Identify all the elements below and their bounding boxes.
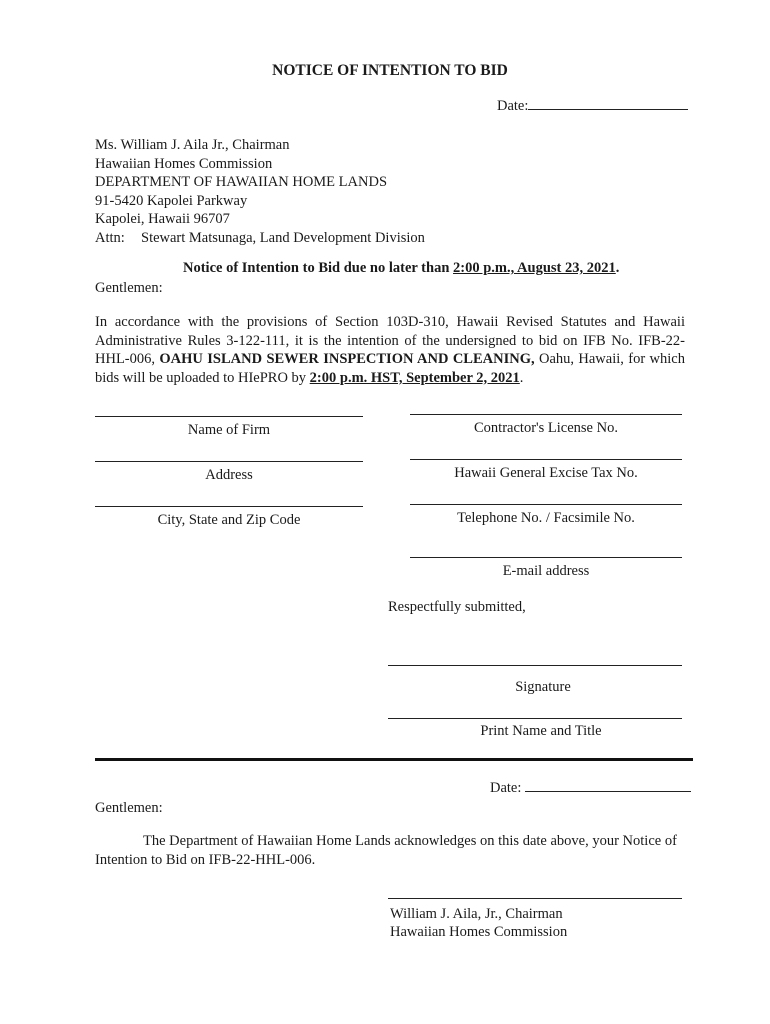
addressee-line: Hawaiian Homes Commission — [95, 155, 273, 172]
signer-title: Hawaiian Homes Commission — [390, 924, 568, 940]
addressee-line: DEPARTMENT OF HAWAIIAN HOME LANDS — [95, 174, 388, 190]
city-state-zip-label: City, State and Zip Code — [157, 512, 301, 528]
phone-fax-label: Telephone No. / Facsimile No. — [457, 510, 635, 526]
date-label: Date: — [497, 98, 529, 114]
address-label: Address — [205, 467, 253, 483]
date-blank[interactable] — [528, 108, 688, 110]
date-field-ack — [490, 780, 691, 797]
ack-paragraph: The Department of Hawaiian Home Lands acknowledges on this date above, your Notice of Intention to Bid on IFB-22-HHL-006. — [95, 833, 677, 868]
body-part3: . — [519, 369, 524, 386]
addressee-line: Kapolei, Hawaii 96707 — [95, 211, 230, 227]
addressee-block — [95, 136, 425, 247]
body-part2: Oahu, Hawaii, for which bids will be uploaded to HIePRO by — [95, 351, 685, 386]
signature-line[interactable] — [388, 665, 682, 666]
contractor-license-label: Contractor's License No. — [474, 420, 618, 436]
document-title: NOTICE OF INTENTION TO BID — [272, 62, 508, 79]
signer-name: William J. Aila, Jr., Chairman — [390, 906, 563, 922]
due-notice — [183, 260, 619, 277]
chairman-signature-line[interactable] — [388, 898, 682, 899]
address-line[interactable] — [95, 461, 363, 462]
excise-tax-line[interactable] — [410, 459, 682, 460]
due-notice-prefix: Notice of Intention to Bid due no later than — [183, 260, 454, 276]
signature-label: Signature — [515, 679, 571, 695]
ack-date-blank[interactable] — [525, 790, 691, 792]
due-notice-suffix: . — [615, 260, 620, 276]
name-of-firm-label: Name of Firm — [187, 422, 271, 438]
attn-label: Attn: — [95, 229, 125, 246]
body-part1: In accordance with the provisions of Section 103D-310, Hawaii Revised Statutes and Hawaii Administrative Rules 3-122-111, it is the intention of the undersigned to bid on IFB No. IFB-22-HHL-006, — [95, 314, 685, 367]
section-divider — [95, 758, 693, 761]
email-line[interactable] — [410, 557, 682, 558]
ack-date-label: Date: — [490, 780, 522, 796]
date-field-top — [497, 98, 688, 115]
name-of-firm-line[interactable] — [95, 416, 363, 417]
print-name-line[interactable] — [388, 718, 682, 719]
addressee-line: Ms. William J. Aila Jr., Chairman — [95, 137, 290, 153]
closing: Respectfully submitted, — [388, 599, 526, 615]
signer-block — [390, 905, 567, 941]
excise-tax-label: Hawaii General Excise Tax No. — [454, 465, 638, 481]
attn-value: Stewart Matsunaga, Land Development Division — [141, 229, 425, 246]
ack-salutation: Gentlemen: — [95, 800, 163, 816]
due-deadline: 2:00 p.m., August 23, 2021 — [453, 260, 616, 276]
print-name-label: Print Name and Title — [480, 723, 602, 739]
salutation: Gentlemen: — [95, 280, 163, 296]
project-name: OAHU ISLAND SEWER INSPECTION AND CLEANING, — [159, 351, 535, 367]
city-state-zip-line[interactable] — [95, 506, 363, 507]
bid-deadline: 2:00 p.m. HST, September 2, 2021 — [309, 369, 520, 386]
addressee-line: 91-5420 Kapolei Parkway — [95, 192, 248, 209]
contractor-license-line[interactable] — [410, 414, 682, 415]
intent-paragraph — [95, 313, 685, 387]
email-label: E-mail address — [502, 563, 590, 579]
attention-line — [95, 229, 425, 248]
phone-fax-line[interactable] — [410, 504, 682, 505]
